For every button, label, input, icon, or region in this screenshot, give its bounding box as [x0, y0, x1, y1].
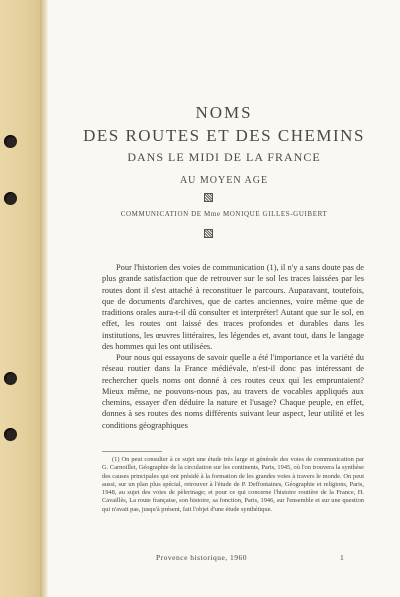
ornament-icon — [204, 229, 213, 238]
document-page — [48, 0, 400, 597]
footer-journal: Provence historique, 1960 — [156, 553, 248, 562]
punch-hole — [4, 428, 17, 441]
title-main: NOMS — [195, 103, 253, 122]
paragraph-2-text: Pour nous qui essayons de savoir quelle a été l'importance et la variété du réseau routier dans la France médiévale, n'est-il donc pas intéressant de rechercher quels noms ont donné à ces routes ceux qui les empruntaient? Mieux même, ne pouvons-nous pas, au travers de vocables appliqués aux chemins, essayer d'en déduire la nature et l'usage? Chaque peuple, en effet, donnes à ses routes des noms différents suivant leur aspect, leur utilité et les conditions géographiques — [102, 353, 364, 430]
paragraph-2 — [102, 352, 364, 431]
footnote-text: (1) On peut consulter à ce sujet une étude très large et générale des voies de communication par G. Carnoillet, Géographie de la circulation sur les continents, Paris, 1945, où l'on trouvera la synthèse des causes principales qui ont présidé à la formation de les grandes voies à travers le monde. On peut aussi, sur un plan plus spécial, retrouver à l'étude de P. Deffontaines, Géographie et religions, Paris, 1948, au sujet des voies de pèlerinage; et pour ce qui concerne l'histoire routière de la France, H. Cavaillès, La route française, son histoire, sa fonction, Paris, 1946, sur l'ensemble et sur une question qui n'avait pas, jusqu'à présent, fait l'objet d'une étude synthétique. — [102, 456, 364, 513]
punch-hole — [4, 372, 17, 385]
binder-edge — [40, 0, 48, 597]
footnote — [102, 456, 364, 514]
title-line-2: DES ROUTES ET DES CHEMINS — [83, 126, 365, 145]
title-line-3: DANS LE MIDI DE LA FRANCE — [127, 150, 321, 164]
author-line: COMMUNICATION DE Mme MONIQUE GILLES-GUIBERT — [120, 210, 328, 218]
binder-strip — [0, 0, 44, 597]
title-line-4: AU MOYEN AGE — [179, 175, 269, 186]
paragraph-1 — [102, 262, 364, 352]
punch-hole — [4, 192, 17, 205]
paragraph-1-text: Pour l'historien des voies de communication (1), il n'y a sans doute pas de plus grande satisfaction que de retrouver sur le sol les traces laissées par les routes dont il s'est attaché à reconstituer le parcours. Auparavant, toutefois, que de documents d'archives, que de cartes anciennes, voire même que de traditions orales aura-t-il dû consulter et interpréter! Autant que sur le sol, en effet, les routes ont laissé des traces profondes et durables dans les institutions, les œuvres littéraires, les légendes et, avant tout, dans le langage des hommes qui les ont utilisées. — [102, 263, 364, 352]
page-number: 1 — [340, 553, 344, 562]
ornament-icon — [204, 193, 213, 202]
footnote-rule — [102, 451, 162, 452]
punch-hole — [4, 135, 17, 148]
